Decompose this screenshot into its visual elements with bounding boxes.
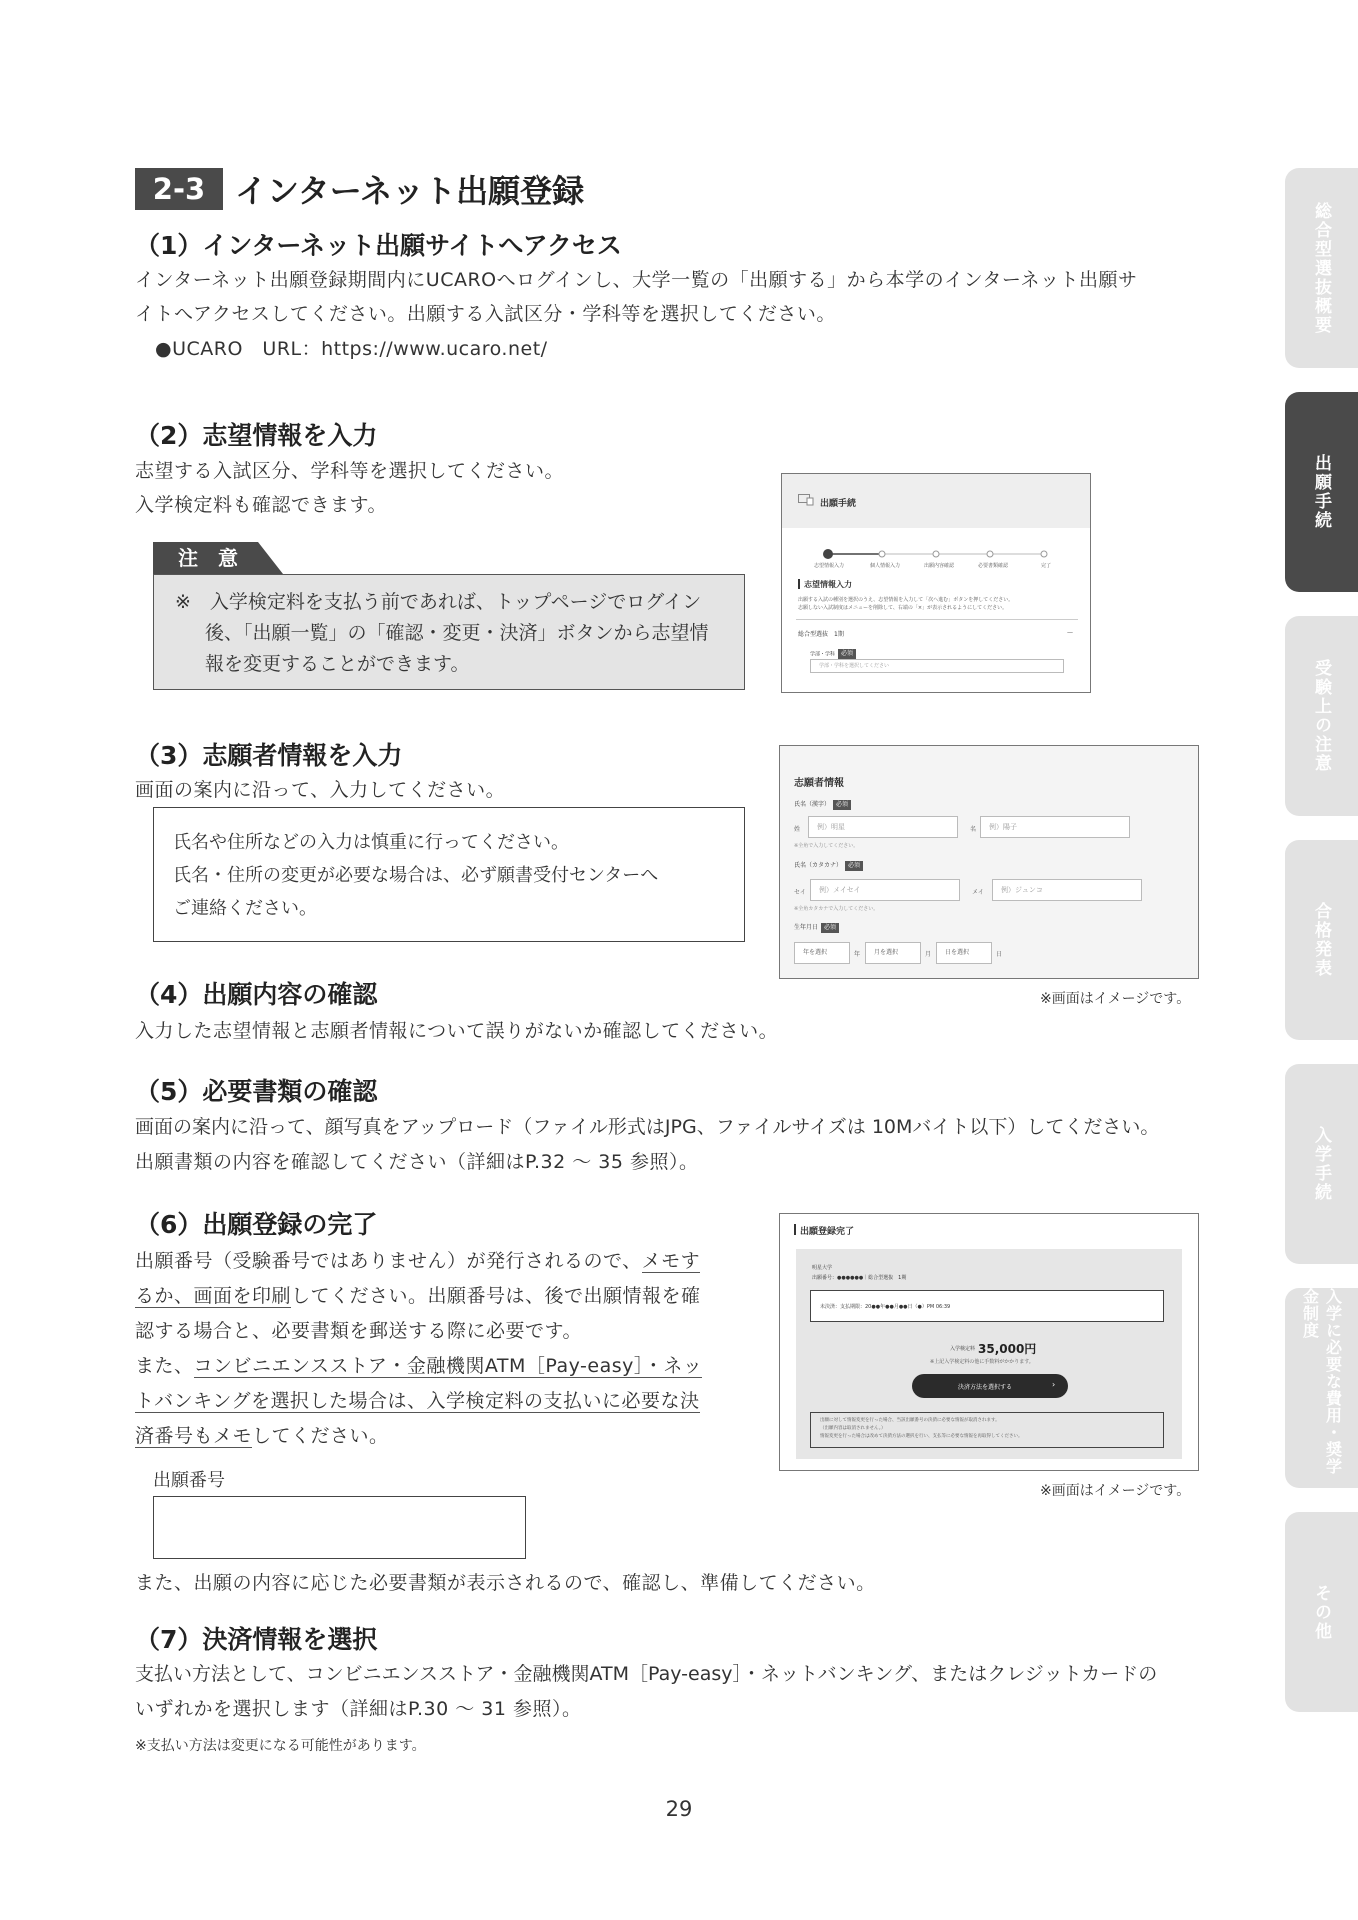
year-unit: 年: [854, 951, 861, 958]
sei-input[interactable]: 例）明星: [808, 816, 958, 838]
step-label-4: 必要書類確認: [978, 563, 1009, 569]
birth-label: 生年月日 必須: [794, 922, 839, 933]
step4-heading: （4）出願内容の確認: [135, 980, 378, 1009]
sei-kana-label: セイ: [794, 889, 806, 896]
step2-text-line2: 入学検定料も確認できます。: [135, 494, 387, 516]
step7-text-line2: いずれかを選択します（詳細はP.30 ～ 31 参照）。: [135, 1698, 582, 1720]
print-underline: るか、画面を印刷: [135, 1285, 292, 1307]
caution-line3: ご連絡ください。: [173, 898, 317, 919]
shot3-info3: 情報変更を行った場合は改めて決済方法の選択を行い、支払等に必要な情報を再取得してください。: [820, 1434, 1023, 1439]
step1-heading: （1）インターネット出願サイトへアクセス: [135, 231, 622, 260]
note-katakana: ※全角カタカナで入力してください。: [794, 906, 879, 912]
step1-text-line2: イトへアクセスしてください。出願する入試区分・学科等を選択してください。: [135, 303, 836, 325]
step-label-5: 完了: [1041, 563, 1052, 569]
shot1-row-label: 総合型選抜 1期: [798, 631, 844, 638]
fee-note: ※上記入学検定料の他に手数料がかかります。: [930, 1359, 1034, 1365]
shot3-app-no: 出願番号：●●●●●●｜総合型選抜 1期: [812, 1275, 907, 1281]
select-payment-button[interactable]: 決済方法を選択する ›: [912, 1374, 1068, 1398]
name-kanji-label: 氏名（漢字） 必須: [794, 799, 851, 810]
caution-line1: 氏名や住所などの入力は慎重に行ってください。: [173, 832, 569, 853]
shot1-field-label: 学部・学科 必須: [810, 649, 856, 659]
note-line1: ※ 入学検定料を支払う前であれば、トップページでログイン: [175, 591, 702, 613]
payment-underline-2: トバンキングを選択した場合は、入学検定料の支払いに必要な決: [135, 1390, 700, 1412]
payment-underline-1: コンビニエンスストア・金融機関ATM［Pay-easy］・ネッ: [193, 1355, 703, 1377]
caution-line2: 氏名・住所の変更が必要な場合は、必ず願書受付センターへ: [173, 865, 659, 886]
step5-heading: （5）必要書類の確認: [135, 1077, 378, 1106]
step7-text-line1: 支払い方法として、コンビニエンスストア・金融機関ATM［Pay-easy］・ネットバンキング、またはクレジットカードの: [135, 1663, 1158, 1685]
side-tab-results[interactable]: 合格発表: [1285, 840, 1358, 1040]
mei-label: 名: [970, 826, 977, 833]
note-line3: 報を変更することができます。: [205, 653, 470, 675]
step-label-2: 個人情報入力: [870, 563, 901, 569]
caution-text: [173, 826, 658, 925]
note-tab-label: 注 意: [178, 546, 238, 570]
shot3-univ: 明星大学: [812, 1265, 833, 1271]
memo-underline: メモす: [641, 1250, 701, 1272]
section-title: インターネット出願登録: [235, 172, 585, 210]
shot1-desc1: 出願する入試の種別を選択のうえ、志望情報を入力して「次へ進む」ボタンを押してください。: [798, 597, 1014, 603]
shot3-info1: 出願に対して情報変更を行った場合、当該出願番号の決済に必要な情報が取消されます。: [820, 1418, 1000, 1423]
step2-heading: （2）志望情報を入力: [135, 421, 378, 450]
step3-heading: （3）志願者情報を入力: [135, 741, 403, 770]
step6-heading: （6）出願登録の完了: [135, 1210, 378, 1239]
mei-kana-input[interactable]: 例）ジュンコ: [992, 879, 1142, 901]
step2-text-line1: 志望する入試区分、学科等を選択してください。: [135, 460, 565, 482]
mei-input[interactable]: 例）陽子: [980, 816, 1130, 838]
day-select[interactable]: 日を選択: [936, 942, 992, 964]
step1-text-line1: インターネット出願登録期間内にUCAROへログインし、大学一覧の「出願する」から本学のインターネット出願サ: [135, 269, 1138, 291]
sei-kana-input[interactable]: 例）メイセイ: [810, 879, 960, 901]
month-unit: 月: [925, 951, 932, 958]
shot1-row-dash: —: [1067, 629, 1073, 636]
chevron-right-icon: ›: [1052, 1380, 1056, 1389]
note-line2: 後、「出願一覧」の「確認・変更・決済」ボタンから志望情: [205, 622, 709, 644]
step3-text-line1: 画面の案内に沿って、入力してください。: [135, 779, 506, 801]
fee-amount: 35,000円: [978, 1342, 1037, 1356]
page-number: 29: [665, 1797, 693, 1821]
year-select[interactable]: 年を選択: [794, 942, 850, 964]
side-tab-enrollment[interactable]: 入学手続: [1285, 1064, 1358, 1264]
progress-steps: [822, 548, 1052, 560]
name-kana-label: 氏名（カタカナ） 必須: [794, 860, 863, 871]
step6-paragraph: 出願番号（受験番号ではありません）が発行されるので、メモす るか、画面を印刷してください。出願番号は、後で出願情報を確 認する場合と、必要書類を郵送する際に必要です。 また、コンビニエンスストア・金融機関ATM［Pay-easy］・ネッ トバンキングを選択した場合は、入学検定料の支払いに必要な決 済番号もメモしてください。: [135, 1250, 703, 1447]
step5-text-line1: 画面の案内に沿って、顔写真をアップロード（ファイル形式はJPG、ファイルサイズは 10Mバイト以下）してください。: [135, 1116, 1160, 1138]
step-label-3: 出願内容確認: [924, 563, 955, 569]
day-unit: 日: [996, 951, 1003, 958]
side-tab-application[interactable]: 出願手続: [1285, 392, 1358, 592]
step7-note: ※支払い方法は変更になる可能性があります。: [135, 1738, 426, 1754]
step4-text: 入力した志望情報と志願者情報について誤りがないか確認してください。: [135, 1020, 779, 1042]
note-text: [175, 587, 709, 680]
application-number-field[interactable]: [153, 1496, 526, 1559]
image-caption-1: ※画面はイメージです。: [1040, 991, 1191, 1007]
screenshot-application-procedure: [781, 473, 1091, 693]
image-caption-2: ※画面はイメージです。: [1040, 1483, 1191, 1499]
fee-label: 入学検定料: [950, 1346, 976, 1352]
payment-underline-3: 済番号もメモ: [135, 1425, 253, 1447]
monitor-icon: [798, 494, 814, 506]
section-number-badge: 2-3: [135, 168, 223, 210]
application-number-label: 出願番号: [153, 1470, 225, 1491]
sei-label: 姓: [794, 826, 801, 833]
faculty-select[interactable]: 学部・学科を選択してください: [810, 659, 1064, 673]
ucaro-url-link[interactable]: ●UCARO URL：https://www.ucaro.net/: [155, 338, 548, 360]
note-fullwidth: ※全角で入力してください。: [794, 843, 859, 849]
step5-text-line2: 出願書類の内容を確認してください（詳細はP.32 ～ 35 参照）。: [135, 1151, 699, 1173]
side-tab-overview[interactable]: 総合型選抜概要: [1285, 168, 1358, 368]
screenshot-applicant-info: [779, 745, 1199, 979]
mei-kana-label: メイ: [972, 889, 984, 896]
shot1-desc2: 志願しない入試制度はメニューを削除して、右端の「×」が表示されるようにしてください。: [798, 605, 1008, 611]
side-tab-exam-notes[interactable]: 受験上の注意: [1285, 616, 1358, 816]
screenshot-registration-complete: [779, 1213, 1199, 1471]
month-select[interactable]: 月を選択: [865, 942, 921, 964]
shot1-section-title: 志望情報入力: [804, 580, 852, 589]
side-tab-costs-scholarship[interactable]: 入学に必要な費用・奨学金制度: [1285, 1288, 1358, 1488]
step7-heading: （7）決済情報を選択: [135, 1625, 378, 1654]
shot3-title: 出願登録完了: [800, 1227, 855, 1237]
shot3-info2: （出願内容は取消されません。）: [820, 1426, 886, 1431]
shot1-title: 出願手続: [820, 499, 857, 509]
side-tab-other[interactable]: その他: [1285, 1512, 1358, 1712]
shot3-status: 未決済：支払期限：20●●年●●月●●日（●）PM 06:39: [820, 1304, 951, 1310]
shot2-title: 志願者情報: [794, 778, 844, 789]
step6-after-text: また、出願の内容に応じた必要書類が表示されるので、確認し、準備してください。: [135, 1572, 876, 1594]
step-label-1: 志望情報入力: [814, 563, 845, 569]
